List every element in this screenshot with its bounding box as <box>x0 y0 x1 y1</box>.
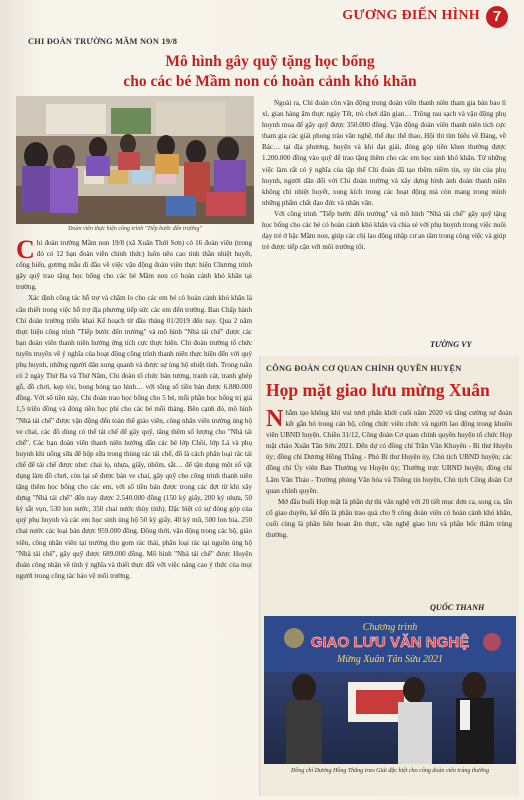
article1-title-line1: Mô hình gây quỹ tặng học bổng <box>165 53 375 70</box>
article1-title <box>40 52 500 92</box>
article2-signature: QUỐC THANH <box>430 603 485 612</box>
article1-title-line2: cho các bé Mầm non có hoàn cảnh khó khăn <box>123 73 417 90</box>
article2-body <box>266 408 512 541</box>
article2-paragraph <box>266 408 512 497</box>
article1-paragraph <box>16 235 252 293</box>
page-number: 7 <box>486 6 508 28</box>
article1-photo <box>16 96 254 224</box>
article2-paragraph: Mở đầu buổi Họp mặt là phần dự thi văn nghệ với 20 tiết mục đơn ca, song ca, tấn cổ giao duyên, kể đến là phần trao quà cho 9 công đoàn viên có hoàn cảnh khó khăn, cuối cùng là phần liên hoan ẩm thực, văn nghệ giao lưu và phần bốc thăm trúng thưởng. <box>266 497 512 540</box>
banner-line1: Chương trình <box>362 622 418 633</box>
article2-photo-caption: Đồng chí Dương Hồng Thắng trao Giải đặc biệt cho công đoàn viên trúng thưởng <box>291 768 489 774</box>
article1-dropcap: C <box>16 235 35 264</box>
article1-right-column <box>262 98 506 253</box>
article1-paragraph: Xác định công tác hỗ trợ và chăm lo cho các em bé có hoàn cảnh khó khăn là cần thiết trong việc hỗ trợ địa phương tiếp sức các em đến trường. Ban Chấp hành Chi đoàn trường triển khai Kế hoạch từ đầu tháng 01/2019 đến nay. Qua 2 năm thực hiện công trình "Tiếp bước đến trường" và mô hình "Nhà tái chế" được các bạn đoàn viên thanh niên hưởng ứng tích cực thực hiện. Chi đoàn trường tổ chức tuyên truyền về ý nghĩa của hoạt động công trình thanh niên thực hiện đến với quý phụ huynh, những người dân xung quanh và được sự ủng hộ nhiệt tình. Trong tuần có 2 ngày Thứ Ba và Thứ Năm, Chi đoàn tổ chức bán tương, tranh cát, tranh ghép gỗ, đồ chơi, kẹp tóc, bong bóng tạo hình… với tổng số tiền bán được 6.880.000 đồng. Với số tiền này, Chi đoàn trao học bổng cho 5 bé, mỗi phần học bổng trị giá 1,5 triệu đồng và đóng tiền học phí cho các bé mỗi tháng. Bên cạnh đó, mô hình "Nhà tái chế" được vận động đến toàn thể giáo viên, công nhân viên trường ủng hộ ve chai, các đồ dùng có thể tái chế để gây quỹ, tăng thêm số lượng cho "Nhà tái chế". Các bạn đoàn viên thanh niên hướng dẫn các bé lớp Chồi, lớp Lá và phụ huynh khi uống sữa để hộp sữa trong thùng rác tái chế, đồ là cách phân loại rác tái chế để tái chế được như: chai lọ, nhựa, giấy, nhôm, sắt… để tận dụng một số vật dụng làm đồ chơi, còn lại sẽ được bán ve chai, gây quỹ cho công trình thanh niên tặng thêm học bổng cho các em, với số tiền bán được trong các đợt từ khi xây dựng "Nhà tái chế" đến nay được 2.540.000 đồng (150 ký giấy, 200 ký nhựa, 50 ký sắt vụn, 530 lon nước, 350 chai nước thủy tinh). Đặc biệt có sự đóng góp của quý phụ huynh và các em học sinh ủng hộ 50 ký giấy, 40 ký mũ, 500 lon bia, 250 chai nước các loại bán được 959.000 đồng. Đồng thời, vận động trong các bộ, giáo viên, công nhân viên tại trường thu gom rác thải, phân loại rác tại nguồn ủng hộ "Nhà tái chế", gây quỹ được 689.000 đồng. Mô hình "Nhà tái chế" được Huyện đoàn công nhận về tính ý nghĩa và thiết thực đối với việc nâng cao ý thức của mọi người trong công tác bảo vệ môi trường. <box>16 294 252 580</box>
section-label: GƯƠNG ĐIỂN HÌNH <box>342 8 480 23</box>
article1-paragraph: Với công trình "Tiếp bước đến trường" và mô hình "Nhà tái chế" gây quỹ tặng học bổng cho các bé có hoàn cảnh khó khăn và chia sẻ với phụ huynh trong việc nuôi dạy trẻ ở bậc Mầm non, giúp các chị lao động nhập cư an tâm trong công việc và giúp trẻ được tiếp cận với môi trường tốt. <box>262 209 506 252</box>
article2-photo <box>264 616 516 764</box>
award-ceremony-photo-illustration <box>264 616 516 764</box>
volunteers-photo-illustration <box>16 96 254 224</box>
article1-photo-caption: Đoàn viên thực hiện công trình "Tiếp bước đến trường" <box>68 226 202 232</box>
banner-line2: GIAO LƯU VĂN NGHỆ <box>310 634 470 651</box>
article1-paragraph: Ngoài ra, Chi đoàn còn vận động trong đoàn viên thanh niên tham gia bán bao lì xì, gian hàng ẩm thực ngày Tết, trò chơi dân gian… Trồng rau sạch và vận động phụ huynh mua để gây quỹ được 350.000 đồng. Vận động đoàn viên thanh niên tích cực tham gia các giải phong trào văn nghệ, thể dục thể thao, Hội thi tìm hiểu về Đảng, về Bác… tại địa phương, huyện và khi đạt giải, đóng góp tiền khen thưởng được 1.200.000 đồng vào quỹ để trao tặng thêm cho các em học sinh khó khăn. Từ những việc làm rất có ý nghĩa của tập thể Chi đoàn đã tạo thêm niềm tin, uy tín của phụ huynh, người dân đối với Chi đoàn trường và xây dựng hình ảnh đoàn thanh niên không chỉ nhiệt huyết, xung kích trong các hoạt động mà còn mang trong mình những phẩm chất đạo đức và nhân văn. <box>262 99 506 207</box>
banner-line3: Mừng Xuân Tân Sửu 2021 <box>337 654 443 665</box>
article1-signature: TƯỜNG VY <box>430 340 472 349</box>
article1-kicker: CHI ĐOÀN TRƯỜNG MẦM NON 19/8 <box>28 37 178 46</box>
article2-title: Họp mặt giao lưu mừng Xuân <box>266 380 490 400</box>
article1-left-column <box>16 235 252 582</box>
article2-p1-text: hằm tạo không khí vui tươi phấn khởi cuối năm 2020 và tăng cường sự đoàn kết gắn bó trong cán bộ, công chức viên chức và người lao động trong khuôn viên UBND huyện. Chiều 31/12, Công đoàn Cơ quan chính quyền huyện tổ chức Họp mặt chào Xuân Tân Sửu 2021. Đến dự có đồng chí Trần Văn Khuyên - Bí thư Huyện ủy; đồng chí Dương Hồng Thắng - Phó Bí thư Huyện ủy, Chủ tịch UBND huyện; các đồng chí Ủy viên Ban Thường vụ Huyện ủy; Thường trực UBND huyện; đồng chí Lâm Văn Tháo - Trưởng phòng Văn hóa và Thông tin huyện, Chủ tịch Công đoàn Cơ quan chính quyền. <box>266 409 512 495</box>
article2-dropcap: N <box>266 406 284 432</box>
article2-kicker: CÔNG ĐOÀN CƠ QUAN CHÍNH QUYỀN HUYỆN <box>266 364 462 373</box>
article1-p1-text: hi đoàn trường Mầm non 19/8 (xã Xuân Thới Sơn) có 16 đoàn viên (trong đó có 12 bạn đoàn viên chính thức) luôn nêu cao tinh thần nhiệt huyết, cống hiến, gương mẫu đi đầu về việc vận động đoàn viên thực hiện Chương trình gây quỹ trao tặng học bổng cho các bé Mầm non có hoàn cảnh khó khăn tại trường. <box>16 239 252 292</box>
